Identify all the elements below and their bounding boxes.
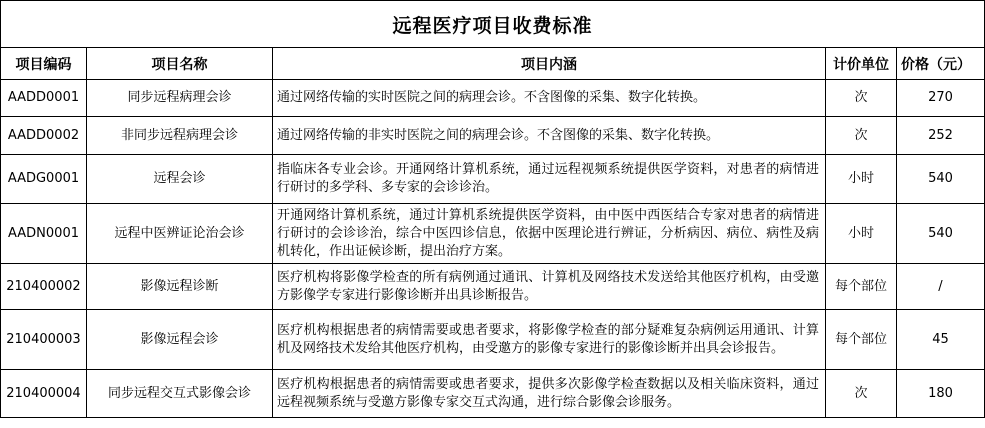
cell-name: 同步远程交互式影像会诊 — [87, 370, 273, 418]
table-row — [1, 370, 985, 418]
cell-unit: 每个部位 — [826, 264, 897, 310]
cell-unit: 每个部位 — [826, 310, 897, 370]
table-row — [1, 310, 985, 370]
cell-code: AADD0002 — [1, 117, 87, 155]
cell-price: 180 — [897, 370, 985, 418]
cell-name: 影像远程会诊 — [87, 310, 273, 370]
table-row — [1, 204, 985, 264]
cell-price: 270 — [897, 80, 985, 117]
cell-description: 指临床各专业会诊。开通网络计算机系统，通过远程视频系统提供医学资料，对患者的病情进行研讨的多学科、多专家的会诊诊治。 — [273, 155, 826, 204]
cell-unit: 次 — [826, 80, 897, 117]
cell-unit: 小时 — [826, 155, 897, 204]
table-row — [1, 80, 985, 117]
header-description: 项目内涵 — [273, 48, 826, 80]
cell-unit: 小时 — [826, 204, 897, 264]
table-title: 远程医疗项目收费标准 — [1, 1, 985, 48]
cell-code: AADN0001 — [1, 204, 87, 264]
cell-code: 210400004 — [1, 370, 87, 418]
cell-code: AADG0001 — [1, 155, 87, 204]
cell-unit: 次 — [826, 117, 897, 155]
header-name: 项目名称 — [87, 48, 273, 80]
header-price: 价格（元） — [897, 48, 985, 80]
cell-description: 医疗机构根据患者的病情需要或患者要求，将影像学检查的部分疑难复杂病例运用通讯、计算机及网络技术发给其他医疗机构，由受邀方的影像专家进行的影像诊断并出具会诊报告。 — [273, 310, 826, 370]
cell-price: 540 — [897, 155, 985, 204]
cell-description: 通过网络传输的非实时医院之间的病理会诊。不含图像的采集、数字化转换。 — [273, 117, 826, 155]
cell-description: 通过网络传输的实时医院之间的病理会诊。不含图像的采集、数字化转换。 — [273, 80, 826, 117]
cell-unit: 次 — [826, 370, 897, 418]
cell-price: 540 — [897, 204, 985, 264]
cell-description: 医疗机构根据患者的病情需要或患者要求，提供多次影像学检查数据以及相关临床资料，通过远程视频系统与受邀方影像专家交互式沟通，进行综合影像会诊服务。 — [273, 370, 826, 418]
cell-code: AADD0001 — [1, 80, 87, 117]
cell-name: 影像远程诊断 — [87, 264, 273, 310]
cell-name: 非同步远程病理会诊 — [87, 117, 273, 155]
header-unit: 计价单位 — [826, 48, 897, 80]
cell-description: 开通网络计算机系统，通过计算机系统提供医学资料，由中医中西医结合专家对患者的病情进行研讨的会诊诊治，综合中医四诊信息，依据中医理论进行辨证，分析病因、病位、病性及病机转化，作出证候诊断，提出治疗方案。 — [273, 204, 826, 264]
cell-price: / — [897, 264, 985, 310]
header-code: 项目编码 — [1, 48, 87, 80]
cell-code: 210400003 — [1, 310, 87, 370]
table-row — [1, 264, 985, 310]
table-row — [1, 117, 985, 155]
table-row — [1, 155, 985, 204]
cell-price: 45 — [897, 310, 985, 370]
cell-price: 252 — [897, 117, 985, 155]
cell-description: 医疗机构将影像学检查的所有病例通过通讯、计算机及网络技术发送给其他医疗机构，由受邀方影像学专家进行影像诊断并出具诊断报告。 — [273, 264, 826, 310]
cell-name: 远程中医辨证论治会诊 — [87, 204, 273, 264]
cell-name: 远程会诊 — [87, 155, 273, 204]
cell-code: 210400002 — [1, 264, 87, 310]
header-row — [1, 48, 985, 80]
cell-name: 同步远程病理会诊 — [87, 80, 273, 117]
